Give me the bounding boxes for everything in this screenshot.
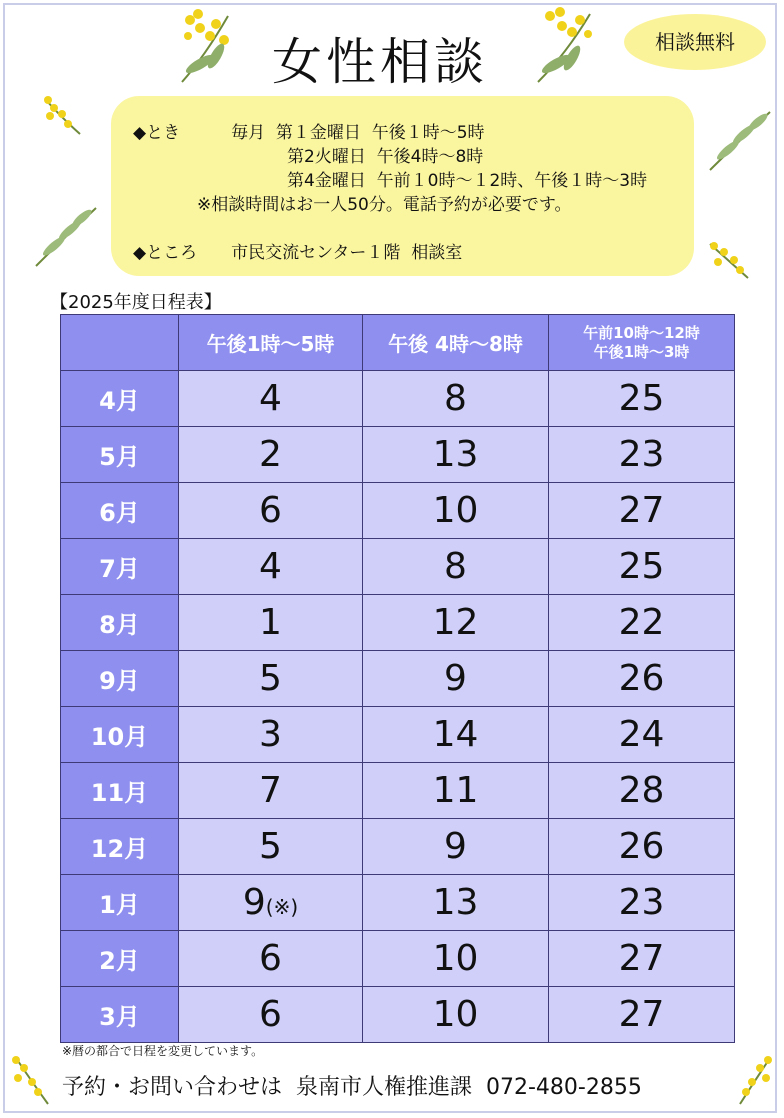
info-time-line: 第2火曜日 午後4時～8時 xyxy=(287,147,484,167)
date-cell: 25 xyxy=(549,539,735,595)
month-cell: 2月 xyxy=(61,931,179,987)
month-cell: 12月 xyxy=(61,819,179,875)
table-row xyxy=(61,595,735,651)
date-value: 7 xyxy=(259,770,282,811)
date-value: 1 xyxy=(259,602,282,643)
header-line: 午前10時～12時 xyxy=(583,323,700,342)
table-header-cell: 午後1時～5時 xyxy=(179,315,363,371)
header-line: 午後1時～3時 xyxy=(593,342,690,361)
month-cell: 11月 xyxy=(61,763,179,819)
table-row xyxy=(61,483,735,539)
date-cell: 11 xyxy=(363,763,549,819)
date-cell: 13 xyxy=(363,427,549,483)
date-cell xyxy=(179,931,363,987)
schedule-label: 【2025年度日程表】 xyxy=(50,292,222,313)
month-cell: 8月 xyxy=(61,595,179,651)
table-row xyxy=(61,763,735,819)
month-cell: 9月 xyxy=(61,651,179,707)
month-cell: 7月 xyxy=(61,539,179,595)
month-cell: 5月 xyxy=(61,427,179,483)
date-cell xyxy=(179,427,363,483)
schedule-footnote: ※暦の都合で日程を変更しています。 xyxy=(62,1044,264,1058)
date-cell xyxy=(179,539,363,595)
info-box xyxy=(111,96,694,276)
date-value: 9 xyxy=(242,882,266,923)
date-cell: 25 xyxy=(549,371,735,427)
month-cell: 3月 xyxy=(61,987,179,1043)
table-row xyxy=(61,987,735,1043)
date-note: (※) xyxy=(265,895,299,919)
date-cell: 10 xyxy=(363,483,549,539)
date-cell: 26 xyxy=(549,819,735,875)
mimosa-flower-icon xyxy=(40,94,84,140)
date-cell: 26 xyxy=(549,651,735,707)
contact-line: 予約・お問い合わせは 泉南市人権推進課 072-480-2855 xyxy=(62,1075,642,1100)
date-cell xyxy=(179,595,363,651)
date-cell: 27 xyxy=(549,987,735,1043)
date-cell: 14 xyxy=(363,707,549,763)
date-cell xyxy=(179,707,363,763)
table-row xyxy=(61,651,735,707)
date-value: 5 xyxy=(259,826,282,867)
date-value: 3 xyxy=(259,714,282,755)
table-row xyxy=(61,819,735,875)
info-place-line: ◆ところ 市民交流センター１階 相談室 xyxy=(133,243,463,263)
date-cell xyxy=(179,875,363,931)
table-header-cell xyxy=(549,315,735,371)
date-cell: 10 xyxy=(363,987,549,1043)
free-consultation-badge: 相談無料 xyxy=(624,14,766,70)
date-cell xyxy=(179,483,363,539)
month-cell: 1月 xyxy=(61,875,179,931)
info-time-line: ◆とき 毎月 第１金曜日 午後１時～5時 xyxy=(133,123,485,143)
date-cell: 12 xyxy=(363,595,549,651)
table-row xyxy=(61,707,735,763)
table-row xyxy=(61,875,735,931)
info-time-line: 第4金曜日 午前１0時～１2時、午後１時～3時 xyxy=(287,171,648,191)
date-value: 6 xyxy=(259,938,282,979)
table-header-cell xyxy=(61,315,179,371)
table-header-cell: 午後 4時～8時 xyxy=(363,315,549,371)
table-header-row xyxy=(61,315,735,371)
date-cell xyxy=(179,651,363,707)
date-cell: 27 xyxy=(549,483,735,539)
info-note: ※相談時間はお一人50分。電話予約が必要です。 xyxy=(197,195,572,215)
mimosa-leaf-icon xyxy=(704,106,776,176)
mimosa-flower-icon xyxy=(706,238,752,282)
mimosa-flower-icon xyxy=(732,1052,778,1108)
date-cell: 8 xyxy=(363,539,549,595)
date-value: 2 xyxy=(259,434,282,475)
date-cell: 23 xyxy=(549,427,735,483)
table-row xyxy=(61,371,735,427)
date-cell: 9 xyxy=(363,819,549,875)
mimosa-flower-icon xyxy=(528,4,608,88)
date-value: 4 xyxy=(259,378,282,419)
date-value: 6 xyxy=(259,994,282,1035)
date-cell xyxy=(179,371,363,427)
date-cell: 28 xyxy=(549,763,735,819)
date-cell: 9 xyxy=(363,651,549,707)
date-cell: 22 xyxy=(549,595,735,651)
date-cell xyxy=(179,763,363,819)
schedule-table xyxy=(60,314,735,1043)
mimosa-leaf-icon xyxy=(30,200,102,272)
date-cell: 10 xyxy=(363,931,549,987)
date-cell xyxy=(179,819,363,875)
month-cell: 10月 xyxy=(61,707,179,763)
date-value: 4 xyxy=(259,546,282,587)
month-cell: 4月 xyxy=(61,371,179,427)
date-value: 5 xyxy=(259,658,282,699)
date-cell: 23 xyxy=(549,875,735,931)
table-row xyxy=(61,427,735,483)
table-row xyxy=(61,539,735,595)
mimosa-flower-icon xyxy=(8,1052,56,1108)
page-title: 女性相談 xyxy=(272,33,488,91)
month-cell: 6月 xyxy=(61,483,179,539)
date-cell: 27 xyxy=(549,931,735,987)
date-cell: 24 xyxy=(549,707,735,763)
date-cell: 8 xyxy=(363,371,549,427)
date-cell: 13 xyxy=(363,875,549,931)
date-value: 6 xyxy=(259,490,282,531)
table-row xyxy=(61,931,735,987)
date-cell xyxy=(179,987,363,1043)
